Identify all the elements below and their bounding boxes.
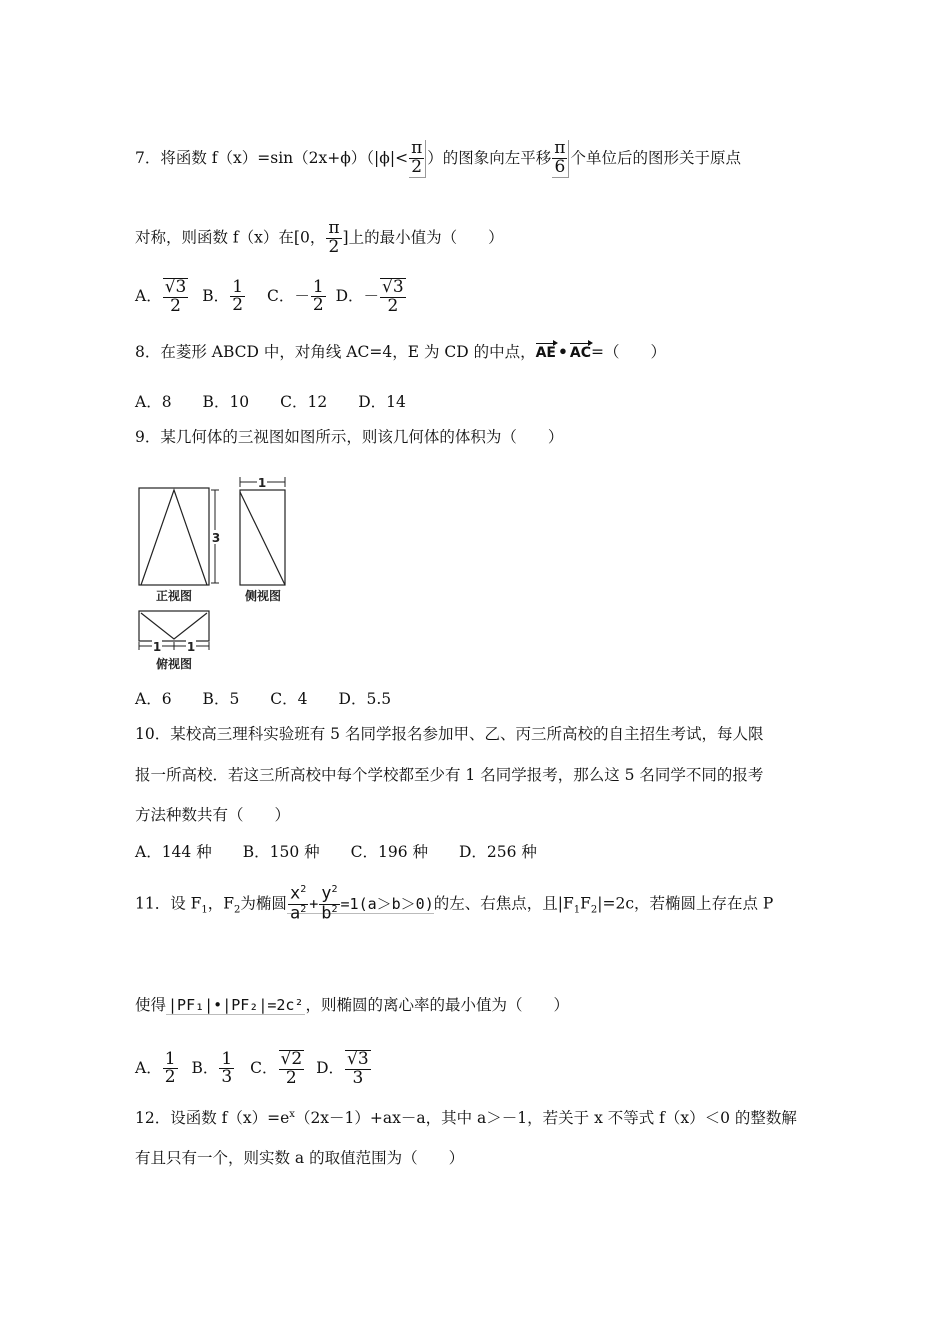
dimension-1-right-label: 1 [186,640,196,654]
q7-frac-pi-2: $\frac{\pi}{2}$ [409,140,426,178]
q7-opt-b-label: B． [202,286,230,305]
vector-ae: AE [535,345,556,361]
vector-ac: AC [569,345,592,361]
three-view-figure [135,474,295,674]
dimension-1-left-label: 1 [152,640,162,654]
q7-opt-d: $\frac{√3}{2}$ [382,277,404,316]
q7-text-a: 7．将函数 f（x）=sin（2x+ϕ）（|ϕ|< [135,148,409,167]
q10-line3: 方法种数共有（ ） [135,806,291,824]
q11-opt-d: $\frac{√3}{3}$ [347,1049,369,1088]
q7-opt-a: $\frac{√3}{2}$ [164,277,187,316]
q10-options: A．144 种 B．150 种 C．196 种 D．256 种 [135,843,537,861]
q12-text-a: 12．设函数 f（x）=e [135,1109,290,1128]
q8-stem [135,344,666,361]
q9-stem: 9．某几何体的三视图如图所示，则该几何体的体积为（ ） [135,428,564,446]
q11-text-h: ，则椭圆的离心率的最小值为（ ） [305,996,569,1014]
q7-text-b: ）的图象向左平移 [427,148,552,167]
q8-options: A．8 B．10 C．12 D．14 [135,393,406,411]
q7-options [135,278,407,316]
q12-exponent: x [289,1109,295,1120]
q11-opt-c: $\frac{√2}{2}$ [280,1049,303,1088]
q7-text-d: 对称，则函数 f（x）在[0， [135,228,326,247]
front-view-rect [139,488,209,585]
q8-tail: =（ ） [591,343,667,361]
q11-line1 [135,885,773,923]
q12-line2: 有且只有一个，则实数 a 的取值范围为（ ） [135,1149,465,1167]
q7-text-c: 个单位后的图形关于原点 [570,148,741,167]
top-view-v [141,613,207,639]
q11-opt-c-label: C． [250,1058,278,1077]
q11-text-d: 的左、右焦点，且|F [433,894,574,913]
sub-1: 1 [201,904,208,916]
q7-opt-c-label: C．－ [266,286,310,305]
q8-text: 8．在菱形 ABCD 中，对角线 AC=4，E 为 CD 的中点， [135,343,536,361]
q11-text-b: ，F [207,894,235,913]
q11-opt-a: $\frac{1}{2}$ [164,1048,176,1088]
dimension-1-top-label: 1 [257,476,267,490]
q11-text-f: |=2c，若椭圆上存在点 P [597,894,774,913]
q11-opt-b: $\frac{1}{3}$ [221,1048,233,1088]
front-view-triangle [141,490,207,585]
sub-4: 2 [590,904,598,916]
q11-options [135,1050,372,1088]
q11-line2 [135,998,569,1014]
dimension-3-label: 3 [211,531,221,545]
q10-line1: 10．某校高三理科实验班有 5 名同学报名参加甲、乙、丙三所高校的自主招生考试，每人限 [135,725,764,743]
q7-frac-interval: $\frac{\pi}{2}$ [328,218,340,257]
q11-text-a: 11．设 F [135,894,202,913]
q7-line1 [135,140,741,178]
q11-opt-b-label: B． [191,1058,219,1077]
q11-text-c: 为椭圆 [240,894,287,913]
q7-opt-a-label: A． [135,286,162,305]
q11-text-g: 使得 [135,996,167,1014]
top-view-label: 俯视图 [155,657,193,671]
q7-line2 [135,220,504,257]
q7-opt-c: $\frac{1}{2}$ [312,276,324,316]
q7-text-e: ]上的最小值为（ ） [342,228,504,247]
q10-line2: 报一所高校．若这三所高校中每个学校都至少有 1 名同学报考，那么这 5 名同学不同的报考 [135,766,764,784]
front-view-label: 正视图 [155,589,193,603]
q7-opt-b: $\frac{1}{2}$ [232,276,244,316]
pf-expression: |PF₁|•|PF₂|=2c² [168,996,304,1014]
side-view-label: 侧视图 [244,589,282,603]
side-view-diagonal [240,492,285,585]
q11-text-e: F [580,894,591,913]
q7-opt-d-label: D．－ [335,286,380,305]
sub-3: 1 [573,904,581,916]
q12-line1 [135,1110,797,1127]
dot-operator: • [558,342,568,361]
q9-options: A．6 B．5 C．4 D．5.5 [135,690,392,708]
sub-2: 2 [234,904,241,916]
top-view-rect [139,611,209,641]
q12-text-b: （2x－1）+ax－a，其中 a＞－1，若关于 x 不等式 f（x）＜0 的整数解 [294,1109,797,1128]
q7-frac-pi-6: $\frac{\pi}{6}$ [552,140,569,178]
q11-opt-a-label: A． [135,1058,162,1077]
q11-opt-d-label: D． [316,1058,345,1077]
ellipse-equation: $\frac{x^2}{a^2}$ + $\frac{y^2}{b^2}$ =1(a＞b＞0) [287,895,434,914]
